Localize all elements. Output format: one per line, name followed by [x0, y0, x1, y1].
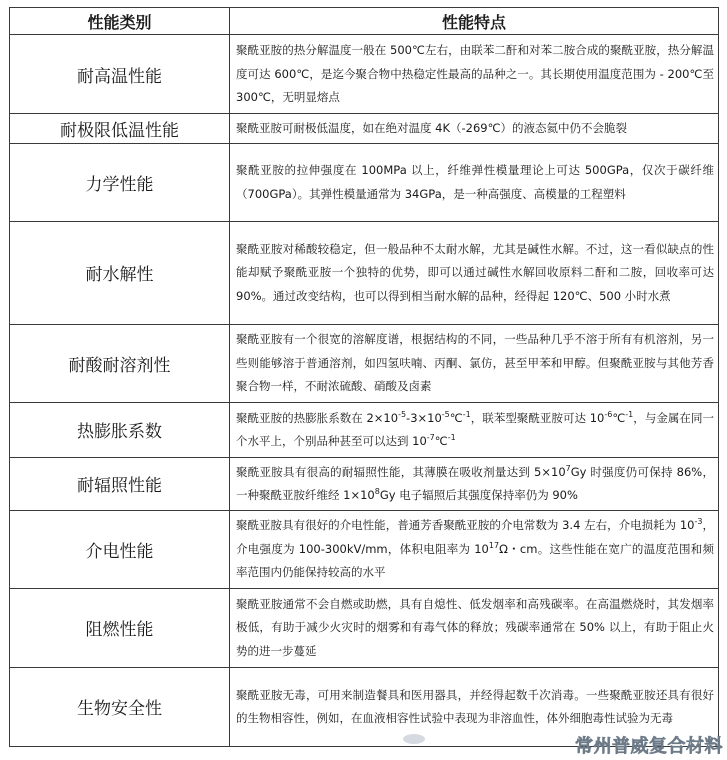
row-description: 聚酰亚胺具有很高的耐辐照性能，其薄膜在吸收剂量达到 $5\times 10^7Gy$ 时强度仍可保持 86%，一种聚酰亚胺纤维经 $1\times 10^8Gy$ 电子辐照后其强度保持率仍为 90% [230, 457, 719, 510]
table-row [10, 221, 719, 324]
row-description: 聚酰亚胺的热膨胀系数在 $2\times 10^{-5}-3\times 10^{-5}℃^{-1}$，联苯型聚酰亚胺可达 $10^{-6}℃^{-1}$，与金属在同一个水平上，个别品种甚至可以达到 $10^{-7}℃^{-1}$ [230, 402, 719, 457]
table-row [10, 457, 719, 510]
row-description: 聚酰亚胺的拉伸强度在 100MPa 以上，纤维弹性模量理论上可达 500GPa，仅次于碳纤维（700GPa）。其弹性模量通常为 34GPa，是一种高强度、高模量的工程塑料 [230, 143, 719, 221]
header-features: 性能特点 [230, 8, 719, 35]
row-category: 耐辐照性能 [10, 457, 230, 510]
watermark-logo-icon [403, 734, 425, 744]
properties-table [9, 7, 719, 747]
watermark-text: 常州普威复合材料 [575, 736, 723, 757]
row-category: 介电性能 [10, 510, 230, 588]
row-description: 聚酰亚胺有一个很宽的溶解度谱，根据结构的不同，一些品种几乎不溶于所有有机溶剂，另一些则能够溶于普通溶剂，如四氢呋喃、丙酮、氯仿，甚至甲苯和甲醇。但聚酰亚胺与其他芳香聚合物一样，不耐浓硫酸、硝酸及卤素 [230, 324, 719, 402]
table-row [10, 35, 719, 114]
row-description: 聚酰亚胺可耐极低温度，如在绝对温度 4K（-269℃）的液态氦中仍不会脆裂 [230, 114, 719, 144]
row-category: 阻燃性能 [10, 588, 230, 667]
row-description: 聚酰亚胺通常不会自燃或助燃，具有自熄性、低发烟率和高残碳率。在高温燃烧时，其发烟率极低，有助于减少火灾时的烟雾和有毒气体的释放；残碳率通常在 50% 以上，有助于阻止火势的进一步蔓延 [230, 588, 719, 667]
table-row [10, 510, 719, 588]
row-category: 耐极限低温性能 [10, 114, 230, 144]
row-description: 聚酰亚胺的热分解温度一般在 500℃左右，由联苯二酐和对苯二胺合成的聚酰亚胺，热分解温度可达 600℃，是迄今聚合物中热稳定性最高的品种之一。其长期使用温度范围为 - 200℃至 300℃，无明显熔点 [230, 35, 719, 114]
table-header-row [10, 8, 719, 35]
table-row [10, 143, 719, 221]
table-row [10, 114, 719, 144]
row-category: 耐水解性 [10, 221, 230, 324]
header-category: 性能类别 [10, 8, 230, 35]
row-category: 耐酸耐溶剂性 [10, 324, 230, 402]
row-category: 热膨胀系数 [10, 402, 230, 457]
table-row [10, 402, 719, 457]
table-row [10, 588, 719, 667]
row-category: 生物安全性 [10, 667, 230, 746]
row-description: 聚酰亚胺对稀酸较稳定，但一般品种不太耐水解，尤其是碱性水解。不过，这一看似缺点的性能却赋予聚酰亚胺一个独特的优势，即可以通过碱性水解回收原料二酐和二胺，回收率可达 90%。通过改变结构，也可以得到相当耐水解的品种，经得起 120℃、500 小时水煮 [230, 221, 719, 324]
row-description: 聚酰亚胺具有很好的介电性能，普通芳香聚酰亚胺的介电常数为 3.4 左右，介电损耗为 $10^{-3}$，介电强度为 100-300kV/mm，体积电阻率为 $10^{17}\Omega$・cm。这些性能在宽广的温度范围和频率范围内仍能保持较高的水平 [230, 510, 719, 588]
row-category: 力学性能 [10, 143, 230, 221]
row-description: 聚酰亚胺无毒，可用来制造餐具和医用器具，并经得起数千次消毒。一些聚酰亚胺还具有很好的生物相容性，例如，在血液相容性试验中表现为非溶血性，体外细胞毒性试验为无毒 [230, 667, 719, 746]
row-category: 耐高温性能 [10, 35, 230, 114]
table-row [10, 324, 719, 402]
